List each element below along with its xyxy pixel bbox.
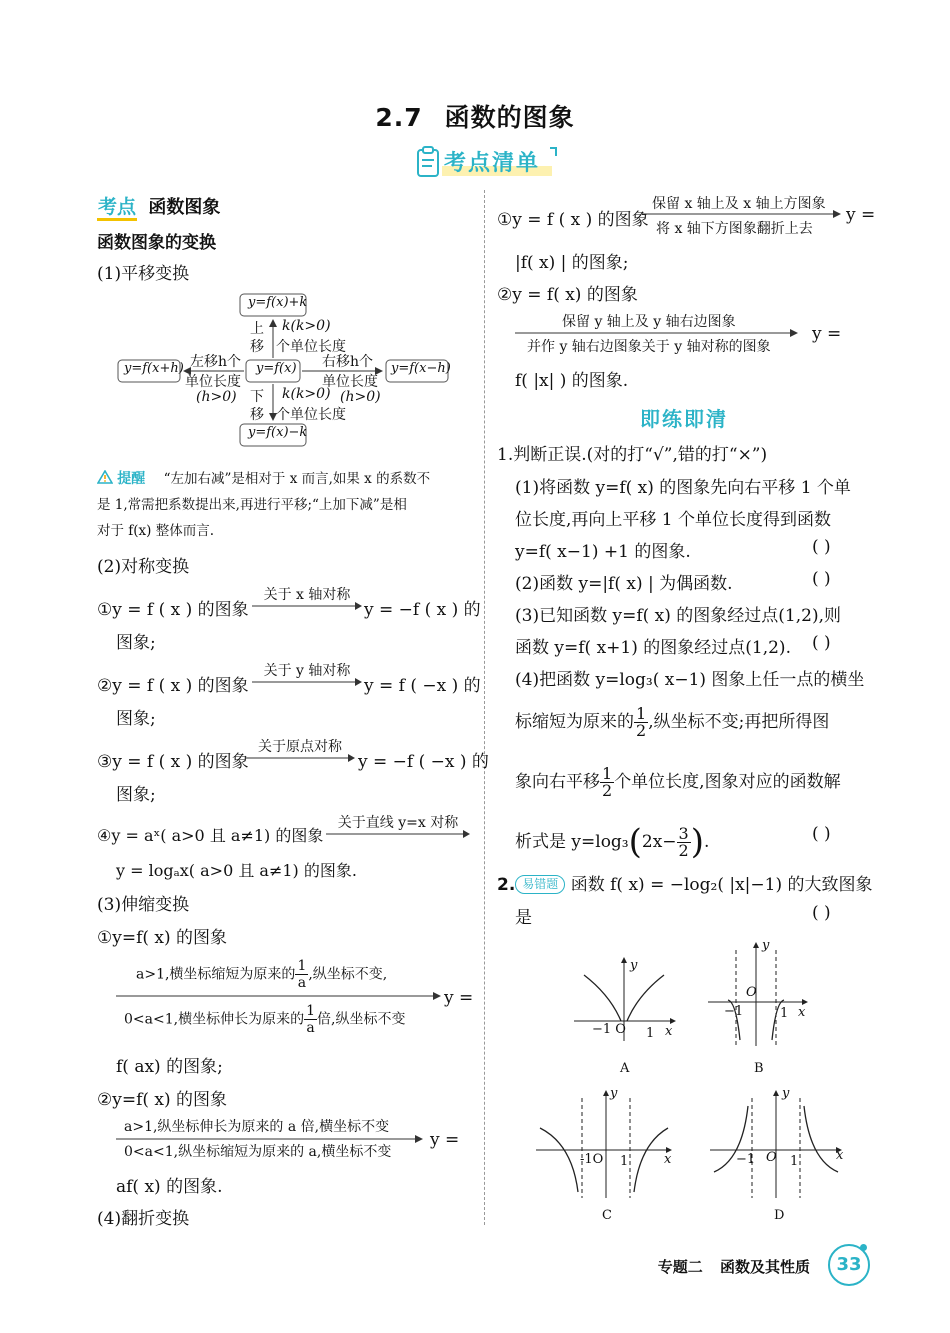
left-label-2: 单位长度 bbox=[185, 374, 241, 390]
q2-line-2: 是 bbox=[515, 908, 532, 928]
graph-b bbox=[706, 940, 816, 1050]
q1-4-line-b: 标缩短为原来的 $\frac{1}{2}$ ,纵坐标不变;再把所得图 bbox=[515, 704, 830, 740]
frac-1-over-a: $\frac{1}{a}$ bbox=[297, 958, 307, 991]
q1-heading: 1.判断正误.(对的打“√”,错的打“×”) bbox=[497, 445, 768, 465]
graph-d-label: D bbox=[774, 1208, 785, 1223]
up-label-2: 移 bbox=[250, 339, 264, 355]
sym3-arrow bbox=[245, 736, 355, 762]
flip2-top: 保留 y 轴上及 y 轴右边图象 bbox=[562, 314, 736, 330]
graph-b-label: B bbox=[754, 1061, 764, 1076]
flip2-tail: f( |x| ) 的图象. bbox=[515, 371, 629, 391]
q1-3-line-a: (3)已知函数 y=f( x) 的图象经过点(1,2),则 bbox=[515, 606, 841, 626]
scale1-arrow bbox=[116, 990, 442, 1002]
q1-4-line-d: 析式是 y=log₃(2x− $\frac{3}{2}$ ). bbox=[515, 822, 710, 862]
axis-label: O bbox=[746, 985, 757, 1000]
kaodian-tag: 考点 bbox=[97, 196, 137, 221]
axis-label: x bbox=[798, 1005, 806, 1020]
frac-1-over-a-2: $\frac{1}{a}$ bbox=[306, 1003, 315, 1036]
q1-1-line-a: (1)将函数 y=f( x) 的图象先向右平移 1 个单 bbox=[515, 478, 851, 498]
graph-a-label: A bbox=[620, 1061, 630, 1076]
scale2-pre: ②y=f( x) 的图象 bbox=[97, 1090, 228, 1110]
axis-label: O bbox=[766, 1150, 777, 1165]
paragraph-symmetry: (2)对称变换 bbox=[97, 557, 190, 577]
node-center: y=f(x) bbox=[256, 361, 297, 376]
reminder-line-2: 是 1,常需把系数提出来,再进行平移;“上加下减”是相 bbox=[97, 497, 407, 513]
section-banner bbox=[408, 144, 558, 180]
axis-label: x bbox=[665, 1024, 673, 1039]
q1-4-line-a: (4)把函数 y=log₃( x−1) 图象上任一点的横坐 bbox=[515, 670, 865, 690]
axis-label: x bbox=[664, 1152, 672, 1167]
frac-three-halves: $\frac{3}{2}$ bbox=[678, 824, 689, 860]
error-prone-badge: 易错题 bbox=[515, 875, 565, 894]
flip1-post: y = bbox=[846, 205, 876, 225]
flip1-tail: |f( x) | 的图象; bbox=[515, 253, 629, 273]
sym1-pre: ①y = f ( x ) 的图象 bbox=[97, 600, 249, 620]
sym1-arrow-label: 关于 x 轴对称 bbox=[263, 587, 351, 603]
down-label-2: 移 bbox=[250, 407, 264, 423]
scale1-tail: f( ax) 的图象; bbox=[116, 1057, 223, 1077]
axis-label: 1 bbox=[620, 1154, 629, 1169]
kaodian-title: 函数图象 bbox=[148, 197, 221, 218]
footer-topic: 专题二 bbox=[657, 1258, 703, 1276]
footer-chapter-name: 函数及其性质 bbox=[719, 1258, 810, 1276]
kaodian-heading bbox=[97, 192, 220, 219]
page-number: 33 bbox=[828, 1244, 870, 1286]
reminder-line-3: 对于 f(x) 整体而言. bbox=[97, 523, 215, 539]
sym3-tail: 图象; bbox=[116, 785, 156, 805]
scale2-bottom: 0<a<1,纵坐标缩短为原来的 a,横坐标不变 bbox=[124, 1144, 392, 1160]
node-bottom: y=f(x)−k bbox=[248, 425, 308, 440]
sym3-pre: ③y = f ( x ) 的图象 bbox=[97, 752, 249, 772]
up-label: 上 bbox=[250, 321, 264, 337]
axis-label: −1 O bbox=[592, 1022, 626, 1037]
sym4-tail: y = logₐx( a>0 且 a≠1) 的图象. bbox=[116, 861, 357, 880]
q1-4-answer-paren[interactable]: ( ) bbox=[812, 824, 831, 844]
scale2-top: a>1,纵坐标伸长为原来的 a 倍,横坐标不变 bbox=[124, 1119, 390, 1135]
column-divider bbox=[484, 190, 485, 1225]
flip2-pre: ②y = f( x) 的图象 bbox=[497, 285, 638, 305]
left-label: 左移h个 bbox=[190, 354, 242, 370]
left-cond: (h>0) bbox=[196, 389, 237, 405]
sym1-tail: 图象; bbox=[116, 633, 156, 653]
sym3-arrow-label: 关于原点对称 bbox=[258, 739, 342, 755]
frac-half: $\frac{1}{2}$ bbox=[636, 704, 647, 740]
flip1-top: 保留 x 轴上及 x 轴上方图象 bbox=[652, 196, 826, 212]
flip1-pre: ①y = f ( x ) 的图象 bbox=[497, 210, 649, 230]
sym1-arrow bbox=[252, 584, 362, 610]
right-label-2: 单位长度 bbox=[322, 374, 378, 390]
section-title: 2.7 函数的图象 bbox=[375, 103, 575, 132]
axis-label: x bbox=[836, 1148, 844, 1163]
sym2-tail: 图象; bbox=[116, 709, 156, 729]
graph-c bbox=[534, 1088, 684, 1200]
axis-label: −1 bbox=[736, 1152, 756, 1167]
scale2-post: y = bbox=[430, 1130, 460, 1150]
sym1-post: y = −f ( x ) 的 bbox=[364, 600, 481, 620]
scale1-pre: ①y=f( x) 的图象 bbox=[97, 928, 228, 948]
warning-icon bbox=[97, 470, 113, 484]
q2-line: 2. 易错题 函数 f( x) = −log₂( |x|−1) 的大致图象 bbox=[497, 875, 873, 895]
sym4-arrow bbox=[326, 812, 470, 838]
paragraph-flip: (4)翻折变换 bbox=[97, 1209, 190, 1229]
page-dot bbox=[860, 1244, 867, 1251]
node-top: y=f(x)+k bbox=[248, 295, 308, 310]
right-label: 右移h个 bbox=[322, 354, 374, 370]
q1-2-answer-paren[interactable]: ( ) bbox=[812, 569, 831, 589]
q1-4-line-c: 象向右平移 $\frac{1}{2}$ 个单位长度,图象对应的函数解 bbox=[515, 764, 841, 800]
sym4-arrow-label: 关于直线 y=x 对称 bbox=[337, 815, 459, 831]
sym2-post: y = f ( −x ) 的 bbox=[364, 676, 481, 696]
practice-heading: 即练即清 bbox=[640, 407, 728, 431]
q1-1-line-c: y=f( x−1) +1 的图象. bbox=[515, 542, 691, 562]
paragraph-scaling: (3)伸缩变换 bbox=[97, 895, 190, 915]
sym2-arrow-label: 关于 y 轴对称 bbox=[263, 663, 351, 679]
down-cond: k(k>0) bbox=[282, 386, 331, 402]
node-right: y=f(x−h) bbox=[391, 361, 451, 376]
sym3-post: y = −f ( −x ) 的 bbox=[358, 752, 489, 772]
q1-3-line-b: 函数 y=f( x+1) 的图象经过点(1,2). bbox=[515, 638, 791, 658]
axis-label: y bbox=[610, 1086, 618, 1101]
reminder-tag: 提醒 bbox=[117, 471, 146, 487]
footer-chapter bbox=[658, 1256, 810, 1277]
flip2-bottom: 并作 y 轴右边图象关于 y 轴对称的图象 bbox=[527, 339, 771, 355]
reminder-box bbox=[97, 466, 472, 544]
sym2-arrow bbox=[252, 660, 362, 686]
q1-2-line: (2)函数 y=|f( x) | 为偶函数. bbox=[515, 574, 733, 594]
down-unit: 个单位长度 bbox=[276, 407, 346, 423]
q1-3-answer-paren[interactable]: ( ) bbox=[812, 633, 831, 653]
paragraph-translation: (1)平移变换 bbox=[97, 264, 190, 284]
frac-half-2: $\frac{1}{2}$ bbox=[602, 764, 613, 800]
axis-label: y bbox=[762, 938, 770, 953]
up-unit: 个单位长度 bbox=[276, 339, 346, 355]
q1-1-line-b: 位长度,再向上平移 1 个单位长度得到函数 bbox=[515, 510, 832, 530]
axis-label: y bbox=[782, 1086, 790, 1101]
scale1-post: y = bbox=[444, 988, 474, 1008]
q2-answer-paren[interactable]: ( ) bbox=[812, 903, 831, 923]
axis-label: −1 bbox=[724, 1004, 744, 1019]
axis-label: 1 bbox=[790, 1154, 799, 1169]
sym4-pre: ④y = aˣ( a>0 且 a≠1) 的图象 bbox=[97, 826, 324, 845]
scale1-top: a>1,横坐标缩短为原来的 $\frac{1}{a}$ ,纵坐标不变, bbox=[136, 958, 388, 991]
axis-label: 1 bbox=[780, 1006, 789, 1021]
flip1-bottom: 将 x 轴下方图象翻折上去 bbox=[656, 221, 813, 237]
down-label: 下 bbox=[250, 389, 264, 405]
right-cond: (h>0) bbox=[340, 389, 381, 405]
axis-label: -1O bbox=[580, 1152, 604, 1167]
graph-c-label: C bbox=[602, 1208, 612, 1223]
q1-1-answer-paren[interactable]: ( ) bbox=[812, 537, 831, 557]
reminder-line-1: “左加右减”是相对于 x 而言,如果 x 的系数不 bbox=[163, 471, 431, 487]
axis-label: y bbox=[630, 958, 638, 973]
flip2-post: y = bbox=[812, 324, 842, 344]
up-cond: k(k>0) bbox=[282, 318, 331, 334]
banner-text: 考点清单 bbox=[444, 151, 541, 176]
node-left: y=f(x+h) bbox=[124, 361, 184, 376]
sym2-pre: ②y = f ( x ) 的图象 bbox=[97, 676, 249, 696]
graph-d bbox=[706, 1088, 848, 1200]
scale1-bottom: 0<a<1,横坐标伸长为原来的 $\frac{1}{a}$ 倍,纵坐标不变 bbox=[124, 1003, 406, 1036]
subtitle: 函数图象的变换 bbox=[97, 233, 216, 253]
scale2-tail: af( x) 的图象. bbox=[116, 1177, 223, 1197]
axis-label: 1 bbox=[646, 1026, 655, 1041]
